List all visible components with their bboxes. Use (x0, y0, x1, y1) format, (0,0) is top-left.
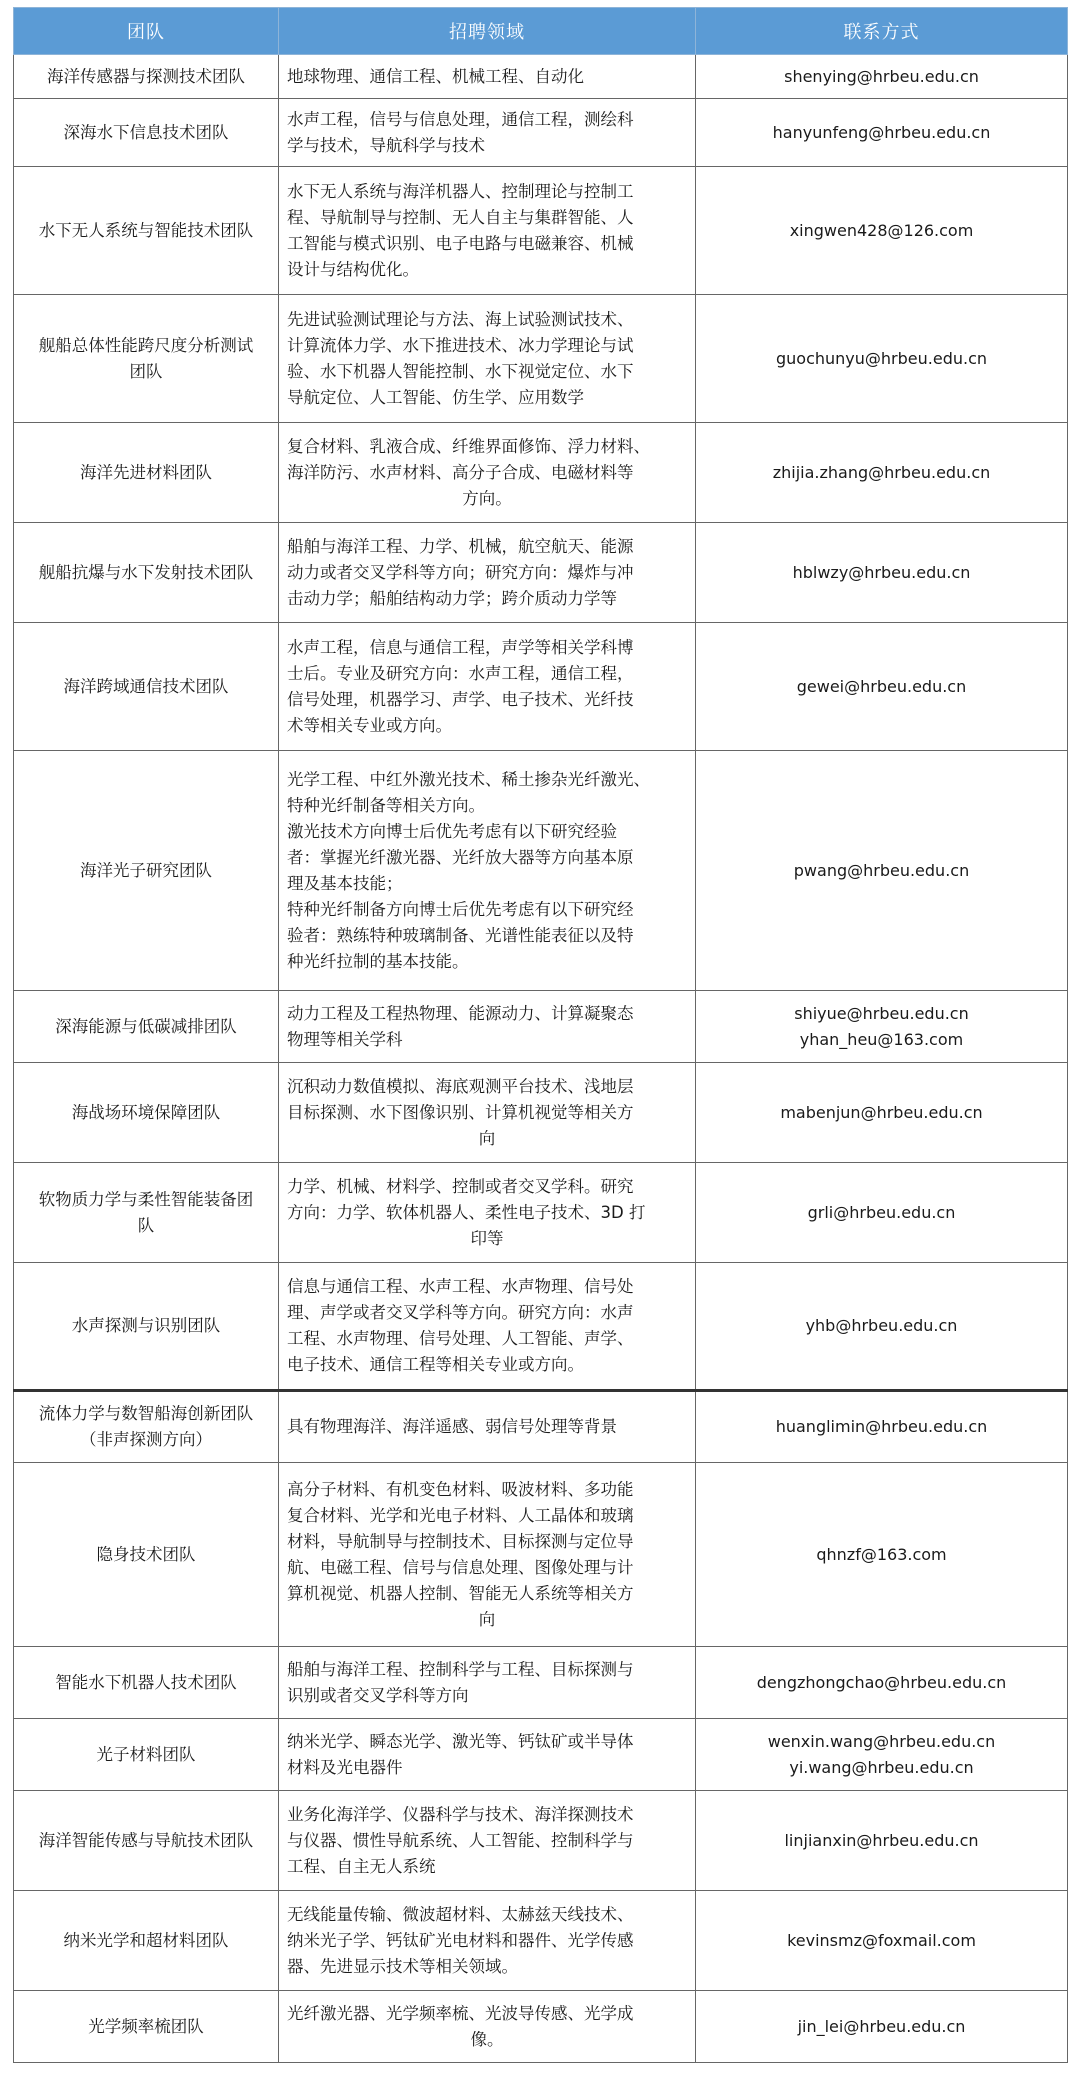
team-cell-line: 海洋先进材料团队 (80, 462, 212, 482)
table-row (14, 167, 1068, 295)
team-cell-line: 流体力学与数智船海创新团队 (38, 1404, 254, 1423)
field-cell (279, 751, 696, 991)
contact-cell-line: xingwen428@126.com (789, 220, 974, 240)
field-cell-line: 种光纤拉制的基本技能。 (287, 951, 469, 971)
field-cell-line: 导航定位、人工智能、仿生学、应用数学 (287, 387, 584, 407)
team-cell (14, 1063, 279, 1163)
team-cell (14, 751, 279, 991)
team-cell (14, 1891, 279, 1991)
field-cell-line: 方向。 (462, 488, 512, 508)
team-cell-line: 舰船抗爆与水下发射技术团队 (38, 562, 254, 582)
contact-cell-line: dengzhongchao@hrbeu.edu.cn (756, 1672, 1007, 1692)
team-cell-line: 智能水下机器人技术团队 (55, 1672, 237, 1692)
field-cell-line: 学与技术，导航科学与技术 (287, 135, 485, 155)
field-cell-line: 像。 (470, 2029, 504, 2049)
team-cell-line: 海洋光子研究团队 (80, 860, 212, 880)
contact-cell (696, 1791, 1068, 1891)
team-cell (14, 1391, 279, 1463)
field-cell-line: 计算流体力学、水下推进技术、冰力学理论与试 (287, 335, 634, 355)
field-cell-line: 复合材料、乳液合成、纤维界面修饰、浮力材料、 (287, 436, 650, 456)
field-cell-line: 力学、机械、材料学、控制或者交叉学科。研究 (287, 1176, 634, 1196)
contact-cell (696, 1463, 1068, 1647)
recruitment-table (13, 7, 1068, 2063)
team-cell (14, 55, 279, 99)
contact-cell (696, 1263, 1068, 1391)
field-cell-line: 先进试验测试理论与方法、海上试验测试技术、 (287, 309, 634, 329)
contact-cell-line: qhnzf@163.com (816, 1544, 947, 1564)
contact-cell-line: guochunyu@hrbeu.edu.cn (775, 348, 988, 368)
field-cell-line: 动力或者交叉学科等方向；研究方向：爆炸与冲 (287, 562, 634, 582)
contact-cell (696, 1163, 1068, 1263)
table-row (14, 1647, 1068, 1719)
field-cell-line: 工程、自主无人系统 (287, 1856, 436, 1876)
field-cell (279, 1791, 696, 1891)
field-cell-line: 验、水下机器人智能控制、水下视觉定位、水下 (287, 361, 634, 381)
team-cell-line: 海战场环境保障团队 (71, 1102, 221, 1122)
team-cell-line: 深海能源与低碳减排团队 (55, 1016, 237, 1036)
field-cell-line: 士后。专业及研究方向：水声工程，通信工程， (287, 663, 634, 683)
field-cell (279, 99, 696, 167)
field-cell-line: 复合材料、光学和光电子材料、人工晶体和玻璃 (287, 1505, 634, 1525)
field-cell-line: 船舶与海洋工程、控制科学与工程、目标探测与 (287, 1659, 634, 1679)
contact-cell (696, 1991, 1068, 2063)
team-cell-line: 水声探测与识别团队 (71, 1316, 221, 1335)
field-cell (279, 1719, 696, 1791)
team-cell (14, 1791, 279, 1891)
field-cell (279, 1991, 696, 2063)
field-cell-line: 业务化海洋学、仪器科学与技术、海洋探测技术 (287, 1804, 634, 1824)
table-row (14, 523, 1068, 623)
table-body (14, 55, 1068, 2063)
team-cell (14, 623, 279, 751)
field-cell-line: 识别或者交叉学科等方向 (287, 1685, 469, 1705)
field-cell (279, 167, 696, 295)
team-cell (14, 523, 279, 623)
team-cell-line: 海洋智能传感与导航技术团队 (38, 1830, 254, 1850)
contact-cell-line: zhijia.zhang@hrbeu.edu.cn (772, 462, 991, 482)
field-cell-line: 沉积动力数值模拟、海底观测平台技术、浅地层 (287, 1076, 634, 1096)
table-row (14, 991, 1068, 1063)
contact-cell (696, 423, 1068, 523)
contact-cell-line: yhan_heu@163.com (799, 1029, 964, 1049)
field-cell-line: 者：掌握光纤激光器、光纤放大器等方向基本原 (287, 847, 634, 867)
team-cell-line: 舰船总体性能跨尺度分析测试 (38, 335, 254, 355)
header-field: 招聘领域 (279, 8, 696, 55)
team-cell (14, 1647, 279, 1719)
field-cell-line: 高分子材料、有机变色材料、吸波材料、多功能 (287, 1479, 634, 1499)
table-row (14, 1991, 1068, 2063)
table-row (14, 99, 1068, 167)
contact-cell (696, 167, 1068, 295)
contact-cell-line: hblwzy@hrbeu.edu.cn (792, 562, 971, 582)
table-row (14, 1263, 1068, 1391)
team-cell (14, 99, 279, 167)
table-row (14, 1891, 1068, 1991)
table-row (14, 295, 1068, 423)
contact-cell (696, 1647, 1068, 1719)
field-cell (279, 1391, 696, 1463)
header-team: 团队 (14, 8, 279, 55)
team-cell (14, 1163, 279, 1263)
field-cell-line: 理及基本技能； (287, 873, 403, 893)
field-cell-line: 击动力学；船舶结构动力学；跨介质动力学等 (287, 588, 617, 608)
field-cell-line: 印等 (470, 1228, 504, 1248)
field-cell-line: 水声工程，信息与通信工程，声学等相关学科博 (287, 637, 634, 657)
field-cell-line: 材料，导航制导与控制技术、目标探测与定位导 (287, 1531, 634, 1551)
contact-cell (696, 1391, 1068, 1463)
field-cell (279, 295, 696, 423)
field-cell-line: 验者：熟练特种玻璃制备、光谱性能表征以及特 (287, 925, 634, 945)
contact-cell (696, 99, 1068, 167)
table-row (14, 623, 1068, 751)
contact-cell (696, 751, 1068, 991)
field-cell (279, 523, 696, 623)
team-cell (14, 423, 279, 523)
field-cell-line: 工智能与模式识别、电子电路与电磁兼容、机械 (287, 233, 634, 253)
team-cell-line: 纳米光学和超材料团队 (63, 1930, 229, 1950)
field-cell-line: 向 (478, 1609, 496, 1629)
contact-cell-line: yhb@hrbeu.edu.cn (805, 1316, 958, 1335)
team-cell-line: 队 (137, 1215, 155, 1235)
team-cell (14, 1463, 279, 1647)
field-cell-line: 材料及光电器件 (287, 1757, 403, 1777)
team-cell-line: 海洋跨域通信技术团队 (63, 676, 229, 696)
table-row (14, 1719, 1068, 1791)
field-cell-line: 海洋防污、水声材料、高分子合成、电磁材料等 (287, 462, 634, 482)
field-cell-line: 算机视觉、机器人控制、智能无人系统等相关方 (287, 1583, 634, 1603)
contact-cell-line: pwang@hrbeu.edu.cn (793, 860, 970, 880)
contact-cell-line: huanglimin@hrbeu.edu.cn (775, 1417, 988, 1436)
field-cell-line: 器、先进显示技术等相关领域。 (287, 1956, 518, 1976)
field-cell-line: 方向：力学、软体机器人、柔性电子技术、3D 打 (287, 1202, 646, 1222)
field-cell-line: 信号处理，机器学习、声学、电子技术、光纤技 (287, 689, 634, 709)
field-cell-line: 电子技术、通信工程等相关专业或方向。 (287, 1355, 584, 1374)
contact-cell-line: shiyue@hrbeu.edu.cn (794, 1003, 969, 1023)
table-row (14, 1063, 1068, 1163)
field-cell (279, 1891, 696, 1991)
team-cell (14, 167, 279, 295)
field-cell-line: 地球物理、通信工程、机械工程、自动化 (287, 66, 584, 86)
table-row (14, 1791, 1068, 1891)
field-cell-line: 特种光纤制备方向博士后优先考虑有以下研究经 (287, 899, 634, 919)
field-cell-line: 与仪器、惯性导航系统、人工智能、控制科学与 (287, 1830, 634, 1850)
field-cell (279, 1263, 696, 1391)
team-cell (14, 295, 279, 423)
contact-cell (696, 1063, 1068, 1163)
table-row (14, 1463, 1068, 1647)
header-row (14, 8, 1068, 55)
contact-cell-line: hanyunfeng@hrbeu.edu.cn (772, 122, 991, 142)
field-cell (279, 55, 696, 99)
contact-cell (696, 1891, 1068, 1991)
table-row (14, 1391, 1068, 1463)
contact-cell-line: wenxin.wang@hrbeu.edu.cn (767, 1731, 996, 1751)
team-cell (14, 1263, 279, 1391)
contact-cell (696, 1719, 1068, 1791)
contact-cell (696, 623, 1068, 751)
field-cell-line: 光学工程、中红外激光技术、稀土掺杂光纤激光、 (287, 769, 650, 789)
field-cell-line: 信息与通信工程、水声工程、水声物理、信号处 (287, 1277, 634, 1296)
field-cell-line: 设计与结构优化。 (287, 259, 419, 279)
team-cell-line: 深海水下信息技术团队 (63, 122, 229, 142)
contact-cell-line: gewei@hrbeu.edu.cn (796, 676, 967, 696)
contact-cell-line: jin_lei@hrbeu.edu.cn (797, 2016, 966, 2036)
table-row (14, 55, 1068, 99)
field-cell-line: 动力工程及工程热物理、能源动力、计算凝聚态 (287, 1003, 634, 1023)
team-cell-line: 光子材料团队 (96, 1744, 196, 1764)
contact-cell (696, 295, 1068, 423)
contact-cell-line: yi.wang@hrbeu.edu.cn (789, 1757, 974, 1777)
field-cell-line: 程、导航制导与控制、无人自主与集群智能、人 (287, 207, 634, 227)
field-cell-line: 目标探测、水下图像识别、计算机视觉等相关方 (287, 1102, 634, 1122)
contact-cell-line: mabenjun@hrbeu.edu.cn (780, 1102, 983, 1122)
team-cell (14, 1991, 279, 2063)
team-cell-line: 水下无人系统与智能技术团队 (38, 220, 254, 240)
field-cell-line: 向 (478, 1128, 496, 1148)
field-cell-line: 特种光纤制备等相关方向。 (287, 795, 485, 815)
field-cell (279, 1163, 696, 1263)
contact-cell-line: grli@hrbeu.edu.cn (807, 1202, 956, 1222)
field-cell-line: 纳米光子学、钙钛矿光电材料和器件、光学传感 (287, 1930, 634, 1950)
contact-cell-line: shenying@hrbeu.edu.cn (784, 66, 979, 86)
field-cell-line: 纳米光学、瞬态光学、激光等、钙钛矿或半导体 (287, 1731, 634, 1751)
contact-cell (696, 55, 1068, 99)
contact-cell-line: kevinsmz@foxmail.com (787, 1930, 976, 1950)
field-cell (279, 991, 696, 1063)
team-cell-line: 海洋传感器与探测技术团队 (47, 66, 245, 86)
field-cell-line: 航、电磁工程、信号与信息处理、图像处理与计 (287, 1557, 634, 1577)
field-cell-line: 具有物理海洋、海洋遥感、弱信号处理等背景 (287, 1417, 617, 1436)
table-row (14, 1163, 1068, 1263)
team-cell-line: （非声探测方向） (80, 1430, 212, 1449)
contact-cell (696, 523, 1068, 623)
field-cell-line: 光纤激光器、光学频率梳、光波导传感、光学成 (287, 2003, 634, 2023)
field-cell-line: 水下无人系统与海洋机器人、控制理论与控制工 (287, 181, 634, 201)
field-cell-line: 无线能量传输、微波超材料、太赫兹天线技术、 (287, 1904, 634, 1924)
field-cell (279, 1063, 696, 1163)
field-cell-line: 术等相关专业或方向。 (287, 715, 452, 735)
team-cell-line: 团队 (129, 361, 163, 381)
team-cell (14, 991, 279, 1063)
field-cell-line: 工程、水声物理、信号处理、人工智能、声学、 (287, 1329, 634, 1348)
field-cell-line: 物理等相关学科 (287, 1029, 403, 1049)
team-cell-line: 光学频率梳团队 (88, 2016, 204, 2036)
contact-cell (696, 991, 1068, 1063)
field-cell (279, 423, 696, 523)
table-row (14, 423, 1068, 523)
field-cell (279, 623, 696, 751)
team-cell (14, 1719, 279, 1791)
team-cell-line: 隐身技术团队 (96, 1544, 196, 1564)
team-cell-line: 软物质力学与柔性智能装备团 (38, 1189, 254, 1209)
header-contact: 联系方式 (696, 8, 1068, 55)
field-cell (279, 1463, 696, 1647)
field-cell-line: 理、声学或者交叉学科等方向。研究方向：水声 (287, 1303, 634, 1322)
field-cell-line: 水声工程，信号与信息处理，通信工程，测绘科 (287, 109, 634, 129)
table-row (14, 751, 1068, 991)
contact-cell-line: linjianxin@hrbeu.edu.cn (784, 1830, 979, 1850)
field-cell (279, 1647, 696, 1719)
field-cell-line: 船舶与海洋工程、力学、机械，航空航天、能源 (287, 536, 634, 556)
field-cell-line: 激光技术方向博士后优先考虑有以下研究经验 (287, 821, 617, 841)
